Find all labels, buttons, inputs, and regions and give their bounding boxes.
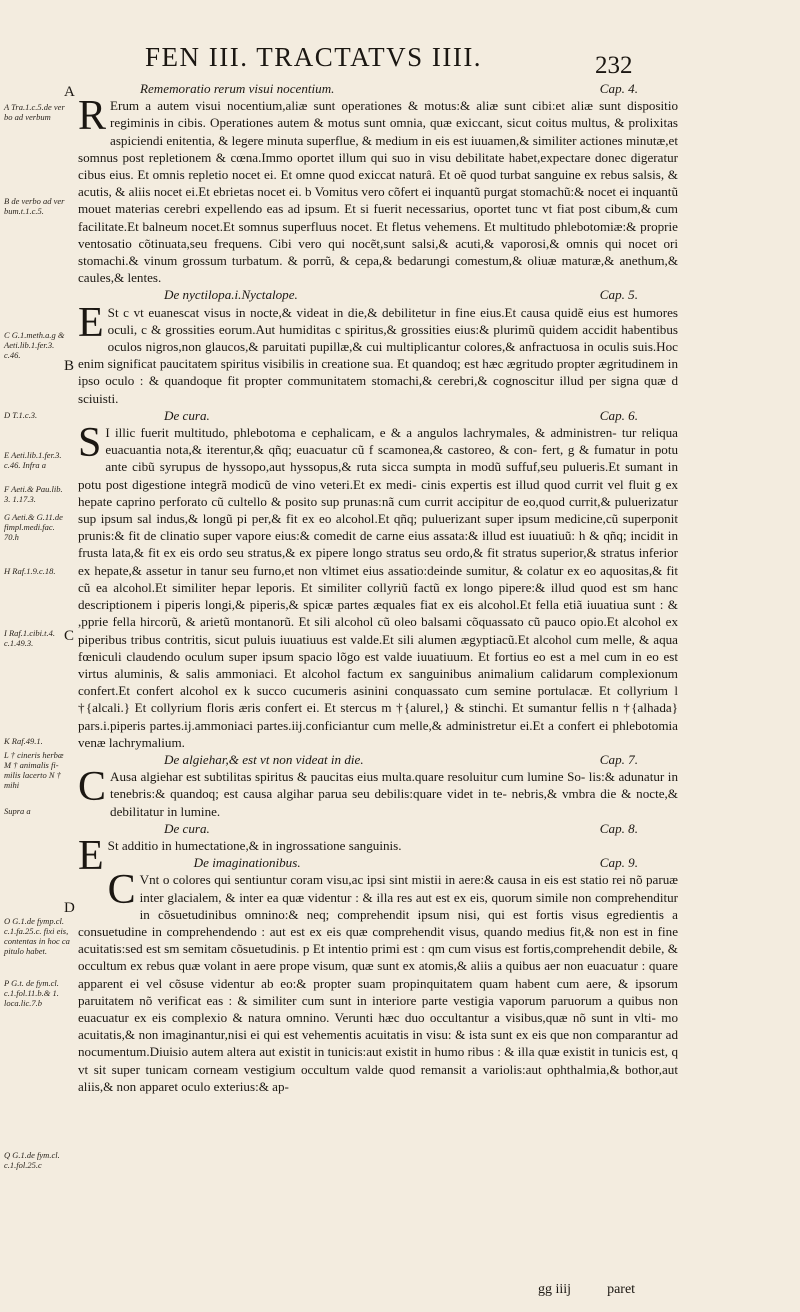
chapter-text: [78, 764, 678, 820]
drop-cap: C: [107, 867, 136, 914]
main-text: [78, 80, 678, 1095]
catchword-line: [538, 1282, 635, 1298]
margin-note: G Aeti.& G.11.de fimpl.medi.fac. 70.h: [4, 512, 63, 542]
margin-note: H Raf.1.9.c.18.: [4, 566, 56, 576]
chapter-heading: [78, 286, 678, 303]
drop-cap: C: [78, 764, 107, 811]
drop-cap: R: [78, 93, 107, 140]
paragraph: St c vt euanescat visus in nocte,& videat in die,& debilitetur in fine eius.Et causa quidẽ eius est humores oculi, c & grossities eorum.Aut humiditas c spiritus,& grossities eius:& plurimũ quidem accidit habentibus oculos nigros,non glaucos,& paruitati pupillæ,& cui multiplicantur colores,& anfractuosa in oculis suis.Hoc enim significat paucitatem spiritus visibilis in creatione sua. Et quandoq; est hæc ægritudo propter ægritudinem in ipso oculo : & quandoque fit propter communitatem stomachi,& cerebri,& cognoscitur illud per signa quæ d sciuisti.: [78, 304, 678, 406]
chapter-title: De algiehar,& est vt non videat in die.: [164, 751, 364, 767]
chapter-title: De cura.: [164, 407, 210, 423]
running-head: FEN III. TRACTATVS IIII.: [145, 42, 483, 72]
margin-note: F Aeti.& Pau.lib. 3. 1.17.3.: [4, 484, 63, 504]
margin-note: B de verbo ad ver bum.t.1.c.5.: [4, 196, 65, 216]
margin-letter-b: B: [64, 358, 75, 374]
chapter-text: [78, 867, 678, 1095]
signature-mark: gg iiij: [538, 1282, 572, 1297]
chapter-title: De imaginationibus.: [193, 855, 301, 871]
paragraph: I illic fuerit multitudo, phlebotoma e cephalicam, e & a angulos lachrymales, & administren- tur reliqua euacuantia nota,& iterentur,& qñq; euacuatur cũ f scamonea,& castoreo, & con- fert, g & fumatur in potu ante cibũ syrupus de hyssopo,aut hyssopus,& ruta sicca sumpta in modũ suffuf,seu pulueris.Et sumant in potu post digestione integrã modicũ de vino veteri.Et ex medi- cinis expertis est illud quod currit vel fluit g ex hepate caprino perforato cũ cultello & posito sup prunas:nã cum currit accipitur de eo,quod currit,& puluerizatur sup ipsum sal indus,& longũ pi per,& fit ex eo alcohol.Et qñq; puluerizant super ipsum medicine,cũ superponit prunis:& fit de clinatio super vapore eius:& comedit de carne eius assata:& illud est iuuatiuũ: h & qñq; incidit in frusta lata,& fit ex eis ordo seu stratus,& ex pipere longo stratus seu ordo,& fit stratus superior,& stratus inferior ex hepate,& assetur in tanur seu furno,et non vltimet eius assatio:deinde sumitur, & colatur ex eo aquositas,& fit cũ ea alcohol.Et similiter hepar leporis. Et similiter collyriũ factũ ex longo pipere:& illud quod est sm hanc descriptionem i piperis longi,& piperis,& spicæ partes æquales fiat ex eis alcohol.Et fella etiã iuuatiua sunt : & ,pprie fella hircorũ, & arietũ montanorũ. Et sili alcohol cũ oleo balsami cõquassato cũ pauco opio.Et alcohol ex piperibus tribus contritis, sicut puluis iuuatiuus est valde.Et sili alumen ægyptiacũ.Et alcohol cum melle, & aqua fœniculi claudendo oculum super ipsum spacio lõgo est valde iuuatiuum. Et fortius eo est a mel cum in eo est virtus aluminis, & salis ammoniaci. Et alcohol factum ex sanguinibus animalium calidarum complexionum confert.Et confert alcohol ex k succo cucumeris asinini conquassato cum semine portulacæ. Et collyrium l †{alcali.} Et collyrium floris æris confert ei. Et stercus m †{alurel,} & stinchi. Et sumantur fellis n †{alhada} pars.i.piperis partes.ij.ammoniaci partes.iij.conficiantur cum melle,& administretur ei.Et a confert ei phlebotomia venæ lachrymalium.: [78, 425, 678, 750]
margin-note: E Aeti.lib.1.fer.3. c.46. Infra a: [4, 450, 62, 470]
chapter-number: Cap. 5.: [599, 287, 638, 303]
drop-cap: E: [78, 832, 104, 879]
drop-cap: S: [78, 420, 102, 467]
margin-note: O G.1.de fymp.cl. c.1.fa.25.c. fixi eis, contentas in hoc ca pitulo habet.: [4, 916, 70, 956]
margin-letter-a: A: [64, 84, 75, 100]
chapter-text: [78, 299, 678, 407]
chapter-heading: [78, 80, 678, 97]
chapter-number: Cap. 7.: [599, 751, 638, 767]
chapter-title: De cura.: [164, 820, 210, 836]
chapter-heading: [78, 820, 678, 837]
paragraph: Ausa algiehar est subtilitas spiritus & paucitas eius multa.quare resoluitur cum lumine So- lis:& adunatur in tenebris:& quandoq; est causa algihar parua seu debilis:quare videt in te- nebris,& vmbra die & nocte,& debilitatur in lumine.: [110, 769, 678, 819]
margin-note: D T.1.c.3.: [4, 410, 38, 420]
chapter-number: Cap. 4.: [599, 81, 638, 96]
margin-note: A Tra.1.c.5.de ver bo ad verbum: [4, 102, 65, 122]
chapter-heading: [78, 407, 678, 424]
chapter-title: De nyctilopa.i.Nyctalope.: [164, 287, 298, 303]
margin-letter-c: C: [64, 628, 75, 644]
paragraph: Vnt o colores qui sentiuntur coram visu,ac ipsi sint mistii in aere:& causa in eis est statio rei nõ paruæ inter glacialem, & inter ea quæ videntur : & illa res aut est ex eis, quorum simile non comprehenditur in cõsuetudinibus omnino:& neq; comprehendit ipsum nisi, qui est fortis visus egredientis a consuetudine in comprehendendo : aut est ex eis quæ comprehendit visus, quando medius fit,& non est in fine acuitatis:sed est sm semitam cõsuetudinis. p Et intentio primi est : qm cum visus est fortis,comprehendit debile, & occultum ex rebus quæ volant in aere prope visum, quæ sunt ex atomis,& aliis a quibus aer non euacuatur : quare apparent ei vel cõsuse videntur ab eo:& propter suam propinquitatem quam habent cum aere, & ipsorum paruitatem nõ verificat eas : & similiter cum sunt in interiore parte vestigia vaporum paruorum a quibus non euacuatur ex eis complexio & natura omnino. Verunti hæc duo occultantur a visibus,quæ nõ sunt in vlti- mo acuitatis,& non imaginantur,nisi ei qui est vehementis acuitatis in visu: & ista sunt ex eis que non comparantur ad nocumentum.Diuisio autem altera aut existit in tunicis:aut existit in humo ribus : & illa quæ existit in tunicis est, q vt sit super tunicam corneam vestigium occultum valde quod remansit a variolis:aut ophthalmia,& bothor,aut aliis,& non apparet oculo exterius:& ap-: [78, 872, 678, 1094]
margin-note: Supra a: [4, 806, 31, 816]
chapter-number: Cap. 9.: [599, 855, 638, 871]
drop-cap: E: [78, 299, 104, 346]
paragraph: Erum a autem visui nocentium,aliæ sunt operationes & motus:& aliæ sunt cibi:et aliæ sunt dispositio regiminis in cibis. Operationes autem & motus sunt omnia, quæ exiccant, sicut coitus multus, & prolixitas aspiciendi enitentia, & legere minuta superflue, & medium in eis est iuuamen,& similiter actiones minutæ,et somnus post repletionem & cœna.Immo oportet illum qui suo in visu debilitate habet,expectare donec digeratur cibus eius. Et omnis repletio nocet ei. Et omne quod exiccat naturâ. Et oẽ quod turbat sanguine ex rebus salsis, & acutis, & aliis nocet ei.Et ebrietas nocet ei. b Vomitus vero cõfert ei inquantũ purgat stomachũ:& nocet ei inquantũ mouet materias cerebri expellendo eas ad ipsum. Et si fuerit necessarius, oportet tunc vt fiat post cibum,& cum facilitate.Et balneum nocet.Et somnus superfluus nocet. Et fletus vehemens. Et multitudo phlebotomiæ:& proprie ventosatio cõtinuata,seu frequens. Cibi vero qui nocẽt,sunt salsi,& acuti,& vaporosi,& omnis qui nocet ori stomachi.& vinum grossum turbatum. & porrũ, & cepa,& bedarungi comestum,& oliuæ maturæ,& anethum,& caules,& lentes.: [78, 98, 678, 286]
chapter-heading: [108, 854, 678, 871]
chapter-number: Cap. 8.: [599, 820, 638, 836]
margin-note: K Raf.49.1.: [4, 736, 43, 746]
margin-note: Q G.1.de fym.cl. c.1.fol.25.c: [4, 1150, 60, 1170]
chapter-number: Cap. 6.: [599, 407, 638, 423]
catchword: paret: [607, 1282, 636, 1297]
margin-note: I Raf.1.cibi.t.4. c.1.49.3.: [4, 628, 55, 648]
margin-note: L † cineris herbæ M † animalis fi- milis lacerto N † mihi: [4, 750, 64, 790]
chapter-heading: [78, 751, 678, 768]
chapter-text: [78, 420, 678, 751]
chapter-title: Rememoratio rerum visui nocentium.: [140, 81, 335, 96]
page-number: 232: [595, 52, 633, 79]
chapter-text: [78, 93, 678, 286]
paragraph: St additio in humectatione,& in ingrossatione sanguinis.: [107, 837, 402, 853]
margin-letter-d: D: [64, 900, 75, 916]
margin-note: P G.t. de fym.cl. c.1.fol.11.b.& 1. loca.lic.7.b: [4, 978, 59, 1008]
margin-note: C G.1.meth.a.g & Aeti.lib.1.fer.3. c.46.: [4, 330, 65, 360]
